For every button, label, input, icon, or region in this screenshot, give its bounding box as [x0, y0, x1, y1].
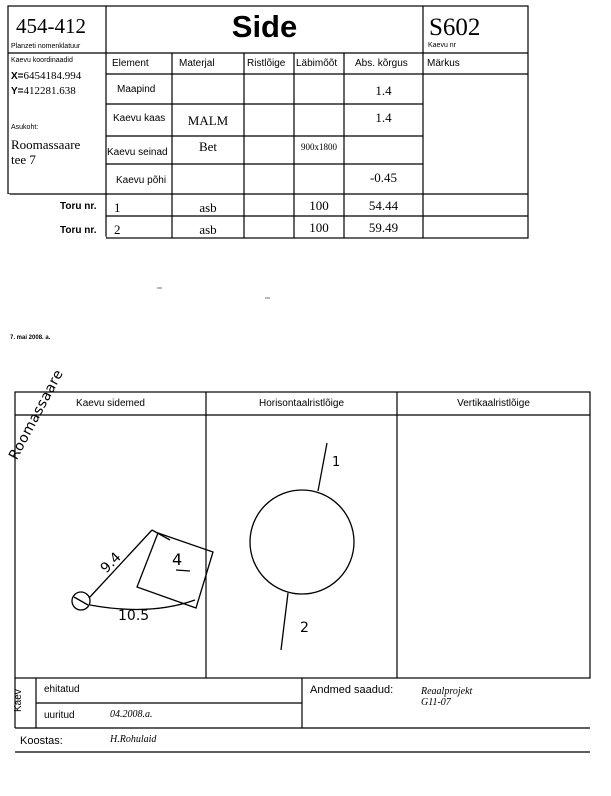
y-label: Y= — [11, 86, 24, 97]
location-line2: tee 7 — [11, 152, 36, 167]
sheet-number-label: Planzeti nomenklatuur — [11, 43, 81, 50]
data-source-label: Andmed saadud: — [310, 684, 394, 696]
row-material-lid: MALM — [187, 113, 229, 128]
pipe2-diameter: 100 — [309, 220, 329, 235]
x-label: X= — [11, 71, 24, 82]
row-abs-bottom: -0.45 — [369, 170, 398, 185]
location-line1: Roomassaare — [11, 137, 81, 152]
row-material-walls: Bet — [198, 139, 218, 154]
well-cross-section-circle — [250, 490, 354, 594]
col-header-cross-section: Ristlõige — [247, 58, 286, 69]
pipe2-marker: 2 — [300, 620, 309, 636]
row-element-walls: Kaevu seinad — [107, 147, 168, 158]
row-element-bottom: Kaevu põhi — [116, 175, 167, 186]
house-number: 4 — [172, 550, 183, 569]
author-label: Koostas: — [20, 735, 63, 747]
well-id-label: Kaevu nr — [428, 42, 457, 49]
col-header-element: Element — [112, 58, 149, 69]
pipe2-material: asb — [199, 222, 217, 237]
sketch-drawing — [72, 443, 354, 650]
dimension-9-4: 9.4 — [97, 549, 125, 577]
pipe1-abs: 54.44 — [368, 198, 399, 213]
location-label: Asukoht: — [11, 124, 39, 131]
page-title: Side — [231, 9, 298, 44]
pipe1-nr: 1 — [114, 200, 121, 215]
col-header-remarks: Märkus — [427, 58, 460, 69]
pipe2-nr: 2 — [114, 222, 121, 237]
row-diameter-walls: 900x1800 — [301, 142, 337, 152]
street-name-handwritten: Roomassaare — [6, 366, 67, 463]
row-abs-lid: 1.4 — [375, 110, 392, 125]
col-title-horizontal-section: Horisontaalristlõige — [258, 398, 345, 409]
document-date: 7. mai 2008. a. — [10, 335, 51, 341]
coordinates-label: Kaevu koordinaadid — [11, 57, 73, 64]
pipe1-label: Toru nr. — [60, 201, 97, 212]
built-label: ehitatud — [44, 684, 80, 695]
pipe2-label: Toru nr. — [60, 225, 97, 236]
surveyed-label: uuritud — [44, 710, 75, 721]
dimension-10-5: 10.5 — [118, 608, 150, 624]
house-outline — [137, 533, 213, 608]
sheet-number: 454-412 — [16, 14, 86, 38]
row-abs-ground: 1.4 — [375, 83, 392, 98]
col-title-vertical-section: Vertikaalristlõige — [457, 398, 530, 409]
col-header-diameter: Läbimõõt — [296, 58, 338, 69]
row-element-ground: Maapind — [117, 84, 156, 95]
well-id: S602 — [429, 14, 481, 41]
y-coordinate — [11, 85, 76, 97]
pipe2-line — [281, 593, 288, 650]
x-coordinate — [11, 70, 81, 82]
data-source-line1: Reaalprojekt — [421, 686, 473, 697]
author-value: H.Rohulaid — [110, 734, 157, 745]
row-element-lid: Kaevu kaas — [113, 113, 166, 124]
pipe1-material: asb — [199, 200, 217, 215]
pipe1-marker: 1 — [332, 455, 341, 470]
pipe2-abs: 59.49 — [368, 220, 399, 235]
col-header-material: Materjal — [179, 58, 215, 69]
surveyed-value: 04.2008.a. — [110, 709, 153, 720]
col-title-connections: Kaevu sidemed — [76, 398, 145, 409]
side-label-well: Kaev — [13, 689, 24, 712]
pipe1-diameter: 100 — [309, 198, 329, 213]
y-value: 412281.638 — [23, 85, 76, 97]
pipe1-line — [318, 443, 327, 491]
col-header-abs-height: Abs. kõrgus — [355, 58, 408, 69]
data-source-line2: G11-07 — [421, 697, 451, 708]
x-value: 6454184.994 — [23, 70, 82, 82]
